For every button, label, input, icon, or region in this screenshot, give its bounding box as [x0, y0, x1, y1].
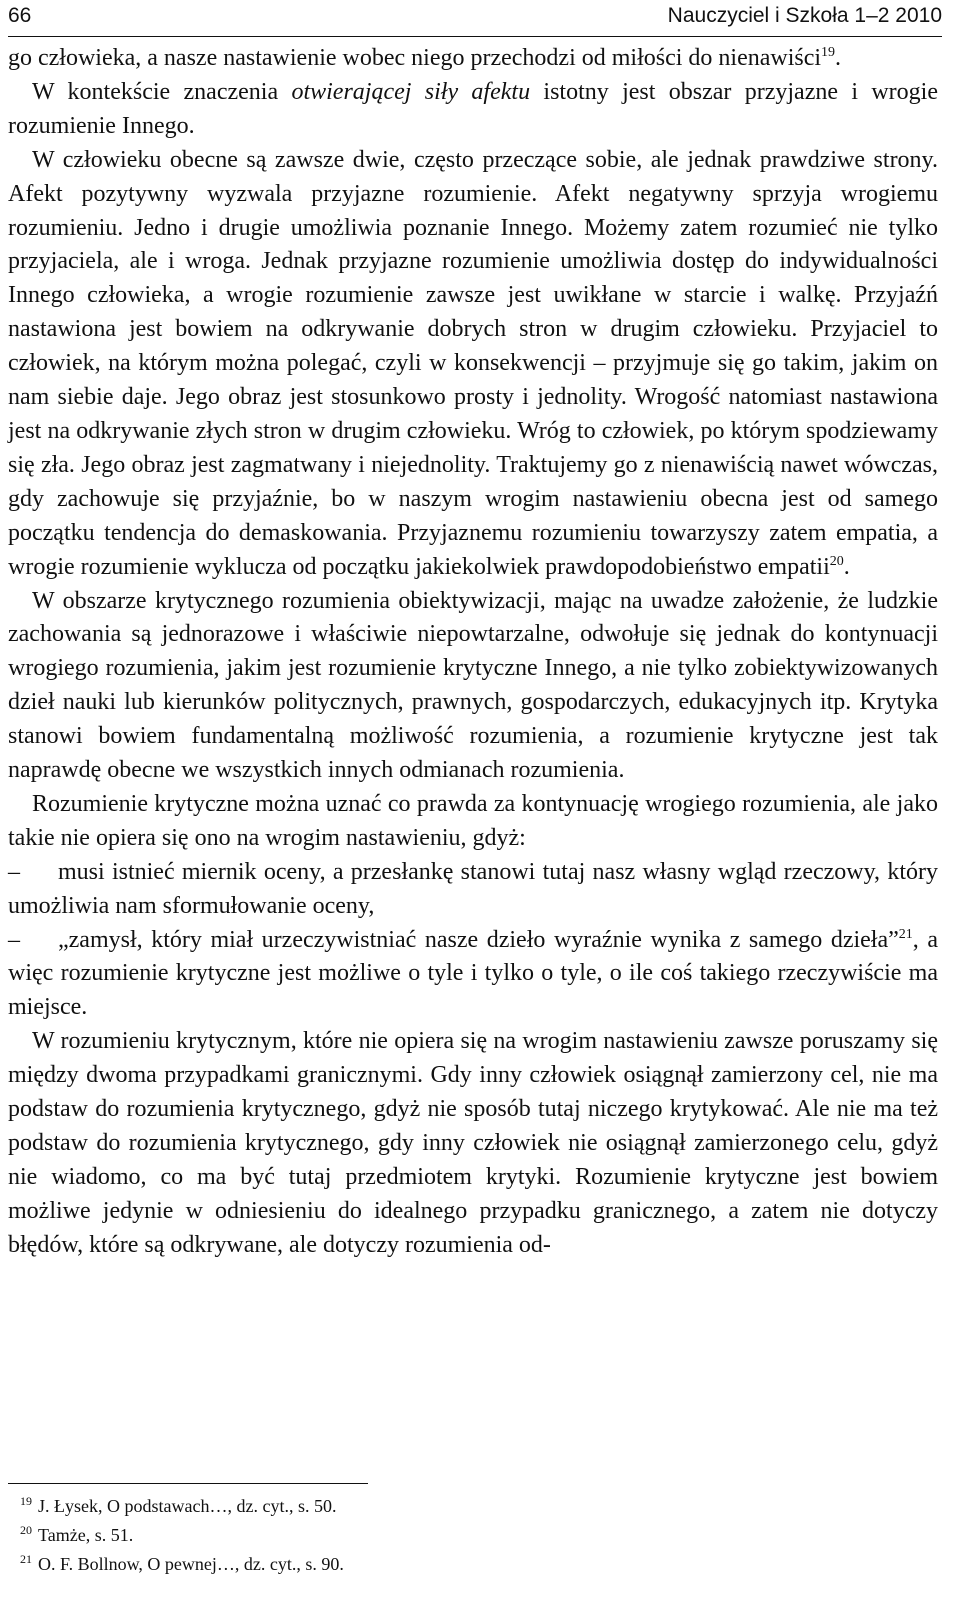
- paragraph-3-text: W człowieku obecne są zawsze dwie, często przeczące sobie, ale jednak prawdziwe strony. Afekt pozytywny wyzwala przyjazne rozumienie. Afekt negatywny sprzyja wrogiemu rozumieniu. Jedno i drugie umożliwia poznanie Innego. Możemy zatem rozumieć nie tylko przyjaciela, ale i wroga. Jednak przyjazne rozumienie umożliwia dostęp do indywidualności Innego człowieka, a wrogie rozumienie zawsze jest uwikłane w starcie i walkę. Przyjaźń nastawiona jest bowiem na odkrywanie dobrych stron w drugim człowieku. Przyjaciel to człowiek, na którym można polegać, czyli w konsekwencji – przyjmuje się go takim, jakim on nam siebie daje. Jego obraz jest stosunkowo prosty i jednolity. Wrogość natomiast nastawiona jest na odkrywanie złych stron w drugim człowieku. Wróg to człowiek, po którym spodziewamy się zła. Jego obraz jest zagmatwany i niejednolity. Traktujemy go z nienawiścią nawet wówczas, gdy zachowuje się przyjaźnie, bo w naszym wrogim nastawieniu obecna jest od samego początku tendencja do demaskowania. Przyjaznemu rozumieniu towarzyszy zatem empatia, a wrogie rozumienie wyklucza od początku jakiekolwiek prawdopodobieństwo empatii: [8, 146, 938, 580]
- footnote: [20, 1492, 344, 1521]
- footnote-number: 21: [20, 1552, 32, 1566]
- paragraph-2-after: istotny jest obszar przyjazne i wrogie rozumienie Innego.: [8, 78, 938, 139]
- list-dash: –: [8, 926, 20, 953]
- footnote-ref-19: 19: [821, 45, 836, 60]
- list-item-2-text: „zamysł, który miał urzeczywistniać nasze dzieło wyraźnie wynika z samego dzieła”: [58, 926, 899, 953]
- footnote-separator: [8, 1483, 368, 1484]
- footnote-ref-20: 20: [829, 553, 844, 569]
- list-item-1: [8, 856, 938, 924]
- paragraph-2: [8, 76, 938, 144]
- footnote-text: Tamże, s. 51.: [38, 1525, 134, 1545]
- footnote-text: O. F. Bollnow, O pewnej…, dz. cyt., s. 90.: [38, 1554, 344, 1574]
- list-item-2-after: , a więc rozumienie krytyczne jest możliwe o tyle i tylko o tyle, o ile coś takiego rzeczywiście ma miejsce.: [8, 926, 938, 1021]
- paragraph-5: Rozumienie krytyczne można uznać co prawda za kontynuację wrogiego rozumienia, ale jako takie nie opiera się ono na wrogim nastawieniu, gdyż:: [8, 790, 938, 851]
- footnote-number: 20: [20, 1523, 32, 1537]
- list-item-2: [8, 924, 938, 1026]
- list-item-1-text: musi istnieć miernik oceny, a przesłankę stanowi tutaj nasz własny wgląd rzeczowy, który umożliwia nam sformułowanie oceny,: [8, 858, 938, 919]
- footnote: [20, 1550, 344, 1579]
- paragraph-3-end: .: [843, 553, 850, 580]
- footnote: [20, 1521, 344, 1550]
- paragraph-6: W rozumieniu krytycznym, które nie opiera się na wrogim nastawieniu zawsze poruszamy się między dwoma przypadkami granicznymi. Gdy inny człowiek osiągnął zamierzony cel, nie ma podstaw do rozumienia krytycznego, gdyż nie sposób tutaj niczego krytykować. Ale nie ma też podstaw do rozumienia krytycznego, gdy inny człowiek nie osiągnął zamierzonego celu, gdyż nie wiadomo, co ma być tutaj przedmiotem krytyki. Rozumienie krytyczne jest bowiem możliwe jedynie w odniesieniu do idealnego przypadku granicznego, a zatem nie dotyczy błędów, które są odkrywane, ale dotyczy rozumienia od-: [8, 1028, 938, 1258]
- paragraph-2-italic: otwierającej siły afektu: [291, 78, 531, 105]
- paragraph-2-before: W kontekście znaczenia: [32, 78, 292, 105]
- footnote-ref-21: 21: [898, 926, 913, 942]
- footnote-text: J. Łysek, O podstawach…, dz. cyt., s. 50.: [38, 1496, 337, 1516]
- paragraph-4: W obszarze krytycznego rozumienia obiektywizacji, mając na uwadze założenie, że ludzkie zachowania są jednorazowe i właściwie niepowtarzalne, odwołuje się jednak do kontynuacji wrogiego rozumienia, jakim jest rozumienie krytyczne Innego, a nie tylko zobiektywizowanych dzieł nauki lub kierunków politycznych, prawnych, gospodarczych, edukacyjnych itp. Krytyka stanowi bowiem fundamentalną możliwość rozumienia, a rozumienie krytyczne jest tak naprawdę obecne we wszystkich innych odmianach rozumienia.: [8, 587, 938, 784]
- footnotes: [20, 1492, 344, 1579]
- article-body: [8, 42, 938, 1263]
- journal-title: Nauczyciel i Szkoła 1–2 2010: [667, 4, 942, 27]
- running-header: [8, 2, 942, 37]
- paragraph-1: [8, 42, 938, 76]
- paragraph-1-end: .: [835, 45, 842, 71]
- list-dash: –: [8, 858, 20, 885]
- paragraph-1-text: go człowieka, a nasze nastawienie wobec niego przechodzi od miłości do nienawiści: [8, 45, 822, 71]
- paragraph-3: [8, 144, 938, 585]
- footnote-number: 19: [20, 1494, 32, 1508]
- page-number: 66: [8, 4, 32, 27]
